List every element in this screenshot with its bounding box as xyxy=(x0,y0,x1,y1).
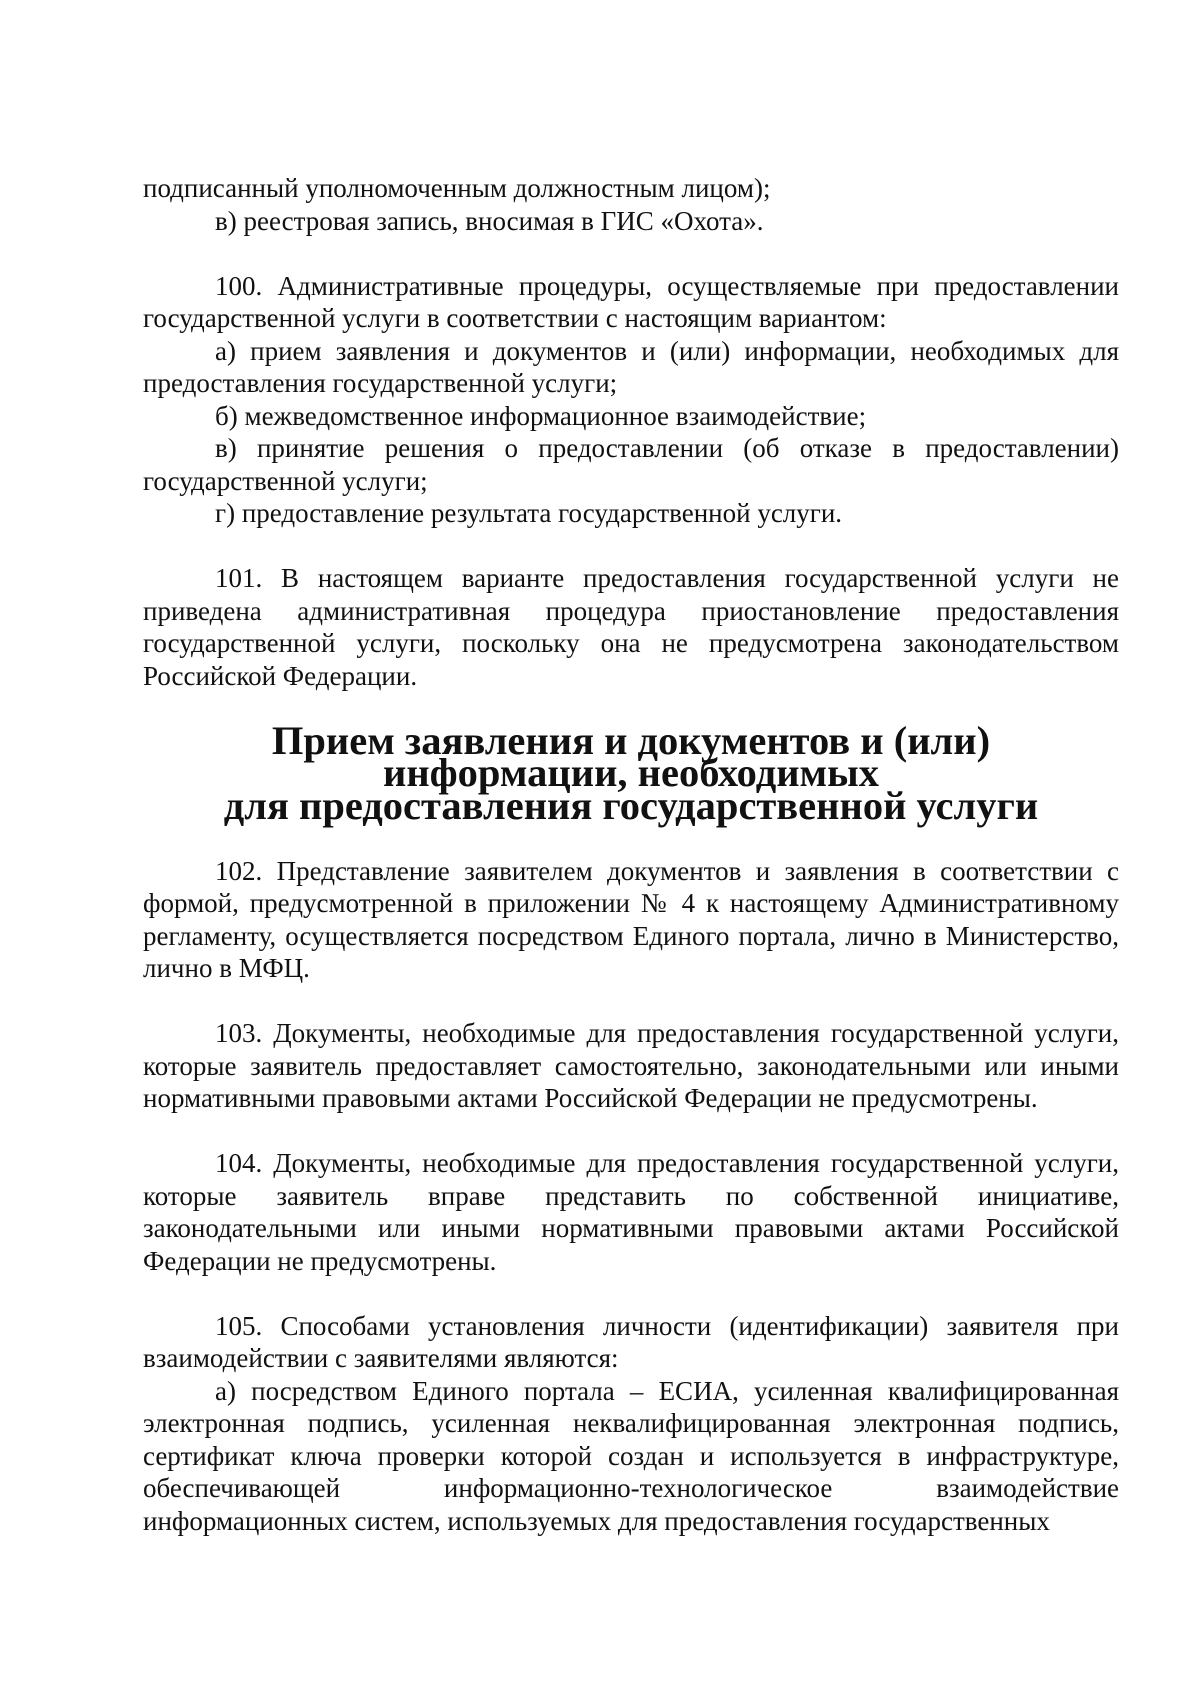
list-item-100-v: в) принятие решения о предоставлении (об отказе в предоставлении) государственной услуги; xyxy=(143,433,1119,496)
list-item-105-a: а) посредством Единого портала – ЕСИА, усиленная квалифицированная электронная подпись, усиленная неквалифицированная электронная подпись, сертификат ключа проверки которой создан и используется в инфраструктуре, обеспечивающей информационно-технологическое взаимодействие информационных систем, используемых для предоставления государственных xyxy=(143,1375,1119,1536)
spacer xyxy=(143,1115,1119,1148)
paragraph-102: 102. Представление заявителем документов и заявления в соответствии с формой, предусмотренной в приложении № 4 к настоящему Административному регламенту, осуществляется посредством Единого портала, лично в Министерство, лично в МФЦ. xyxy=(143,855,1119,983)
spacer xyxy=(143,530,1119,563)
spacer xyxy=(143,1277,1119,1310)
paragraph-continuation: подписанный уполномоченным должностным лицом); xyxy=(143,173,771,203)
section-heading-line-1: Прием заявления и документов и (или) информации, необходимых xyxy=(271,717,991,795)
section-heading-line-2: для предоставления государственной услуги xyxy=(223,782,1039,828)
paragraph-105: 105. Способами установления личности (идентификации) заявителя при взаимодействии с заявителями являются: xyxy=(143,1310,1119,1373)
list-item-100-a: а) прием заявления и документов и (или) информации, необходимых для предоставления государственной услуги; xyxy=(143,335,1119,398)
document-page xyxy=(143,172,1119,1537)
spacer xyxy=(143,985,1119,1018)
spacer xyxy=(143,237,1119,270)
paragraph-100: 100. Административные процедуры, осуществляемые при предоставлении государственной услуги в соответствии с настоящим вариантом: xyxy=(143,270,1119,333)
list-item-100-b: б) межведомственное информационное взаимодействие; xyxy=(215,400,867,431)
paragraph-103: 103. Документы, необходимые для предоставления государственной услуги, которые заявитель предоставляет самостоятельно, законодательными или иными нормативными правовыми актами Российской Федерации не предусмотрены. xyxy=(143,1018,1119,1113)
paragraph-101: 101. В настоящем варианте предоставления государственной услуги не приведена административная процедура приостановление предоставления государственной услуги, поскольку она не предусмотрена законодательством Российской Федерации. xyxy=(143,563,1119,691)
paragraph-104: 104. Документы, необходимые для предоставления государственной услуги, которые заявитель вправе представить по собственной инициативе, законодательными или иными нормативными правовыми актами Российской Федерации не предусмотрены. xyxy=(143,1148,1119,1276)
list-item-100-g: г) предоставление результата государственной услуги. xyxy=(215,498,843,528)
list-item-v-registry-record: в) реестровая запись, вносимая в ГИС «Охота». xyxy=(215,205,764,236)
section-heading xyxy=(143,717,1119,828)
